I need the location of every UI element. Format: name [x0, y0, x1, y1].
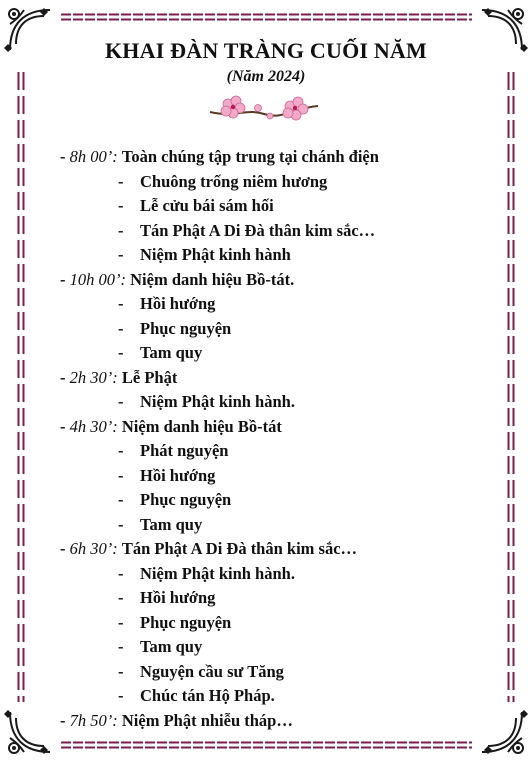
right-border: [506, 70, 516, 702]
schedule-time: 10h 00’:: [69, 269, 126, 289]
schedule-sub-item-label: Niệm Phật kinh hành.: [140, 563, 295, 583]
schedule-time: 7h 50’:: [69, 710, 118, 730]
schedule-activity: Tán Phật A Di Đà thân kim sắc…: [121, 539, 358, 558]
bullet-dash: -: [60, 367, 70, 387]
bullet-dash: -: [118, 171, 124, 191]
schedule-sub-item: [60, 684, 500, 709]
schedule-sub-item: [60, 635, 500, 660]
page-subtitle: (Năm 2024): [226, 68, 306, 85]
schedule-sub-item-label: Niệm Phật kinh hành: [140, 245, 291, 264]
bullet-dash: -: [60, 539, 70, 558]
schedule-sub-item: [60, 341, 500, 366]
bullet-dash: -: [118, 661, 124, 681]
bullet-dash: -: [60, 147, 70, 166]
schedule-sub-item-label: Phục nguyện: [140, 318, 232, 338]
bullet-dash: -: [118, 588, 124, 607]
bullet-dash: -: [60, 269, 70, 289]
bullet-dash: -: [118, 612, 124, 632]
schedule-sub-item-label: Lễ cửu bái sám hối: [140, 196, 274, 215]
schedule-time-row: [60, 366, 500, 391]
schedule-activity: Niệm danh hiệu Bồ-tát: [121, 416, 282, 436]
page-title: KHAI ĐÀN TRÀNG CUỐI NĂM: [105, 38, 427, 63]
schedule-sub-item: [60, 464, 500, 489]
schedule-sub-item-label: Phục nguyện: [140, 612, 232, 632]
bullet-dash: -: [60, 416, 70, 436]
top-border: [60, 12, 472, 22]
bullet-dash: -: [118, 514, 124, 534]
schedule-list: [60, 145, 500, 733]
schedule-sub-item: [60, 292, 500, 317]
cherry-blossom-icon: [206, 92, 322, 126]
schedule-sub-item: [60, 513, 500, 538]
schedule-sub-item: [60, 562, 500, 587]
schedule-sub-item: [60, 317, 500, 342]
schedule-time-row: [60, 415, 500, 440]
schedule-time: 4h 30’:: [69, 416, 118, 436]
schedule-sub-item-label: Chúc tán Hộ Pháp.: [140, 686, 275, 705]
schedule-activity: Toàn chúng tập trung tại chánh điện: [121, 147, 379, 166]
schedule-time-row: [60, 709, 500, 734]
schedule-sub-item: [60, 439, 500, 464]
schedule-time-row: [60, 145, 500, 170]
schedule-sub-item: [60, 660, 500, 685]
schedule-sub-item-label: Phát nguyện: [140, 441, 229, 460]
left-border: [16, 70, 26, 702]
corner-ornament-icon: [4, 706, 56, 758]
schedule-sub-item: [60, 586, 500, 611]
schedule-sub-item: [60, 219, 500, 244]
schedule-sub-item: [60, 170, 500, 195]
schedule-time: 2h 30’:: [69, 367, 118, 387]
schedule-sub-item: [60, 390, 500, 415]
schedule-sub-item-label: Niệm Phật kinh hành.: [140, 392, 295, 411]
schedule-time: 8h 00’:: [69, 147, 118, 166]
bullet-dash: -: [118, 490, 124, 509]
schedule-sub-item-label: Nguyện cầu sư Tăng: [140, 661, 284, 681]
schedule-sub-item: [60, 611, 500, 636]
schedule-time-row: [60, 537, 500, 562]
bullet-dash: -: [118, 196, 124, 215]
schedule-sub-item: [60, 194, 500, 219]
bullet-dash: -: [118, 220, 124, 240]
schedule-activity: Niệm danh hiệu Bồ-tát.: [130, 269, 295, 289]
bullet-dash: -: [118, 245, 124, 264]
bottom-border: [60, 740, 472, 750]
schedule-sub-item-label: Tam quy: [140, 343, 203, 362]
bullet-dash: -: [118, 637, 124, 656]
schedule-sub-item-label: Tam quy: [140, 637, 203, 656]
schedule-sub-item: [60, 243, 500, 268]
bullet-dash: -: [118, 294, 124, 313]
bullet-dash: -: [118, 441, 124, 460]
bullet-dash: -: [118, 318, 124, 338]
bullet-dash: -: [60, 710, 70, 730]
bullet-dash: -: [118, 563, 124, 583]
schedule-activity: Lễ Phật: [121, 367, 178, 387]
schedule-activity: Niệm Phật nhiễu tháp…: [121, 710, 293, 730]
bullet-dash: -: [118, 465, 124, 485]
schedule-time-row: [60, 268, 500, 293]
schedule-sub-item-label: Phục nguyện: [140, 490, 232, 509]
schedule-sub-item-label: Hồi hướng: [140, 294, 216, 313]
schedule-sub-item-label: Tam quy: [140, 514, 203, 534]
schedule-sub-item: [60, 488, 500, 513]
schedule-sub-item-label: Chuông trống niêm hương: [140, 171, 328, 191]
schedule-sub-item-label: Hồi hướng: [140, 465, 216, 485]
bullet-dash: -: [118, 392, 124, 411]
schedule-time: 6h 30’:: [69, 539, 118, 558]
bullet-dash: -: [118, 686, 124, 705]
schedule-sub-item-label: Hồi hướng: [140, 588, 216, 607]
schedule-sub-item-label: Tán Phật A Di Đà thân kim sắc…: [140, 220, 376, 240]
bullet-dash: -: [118, 343, 124, 362]
